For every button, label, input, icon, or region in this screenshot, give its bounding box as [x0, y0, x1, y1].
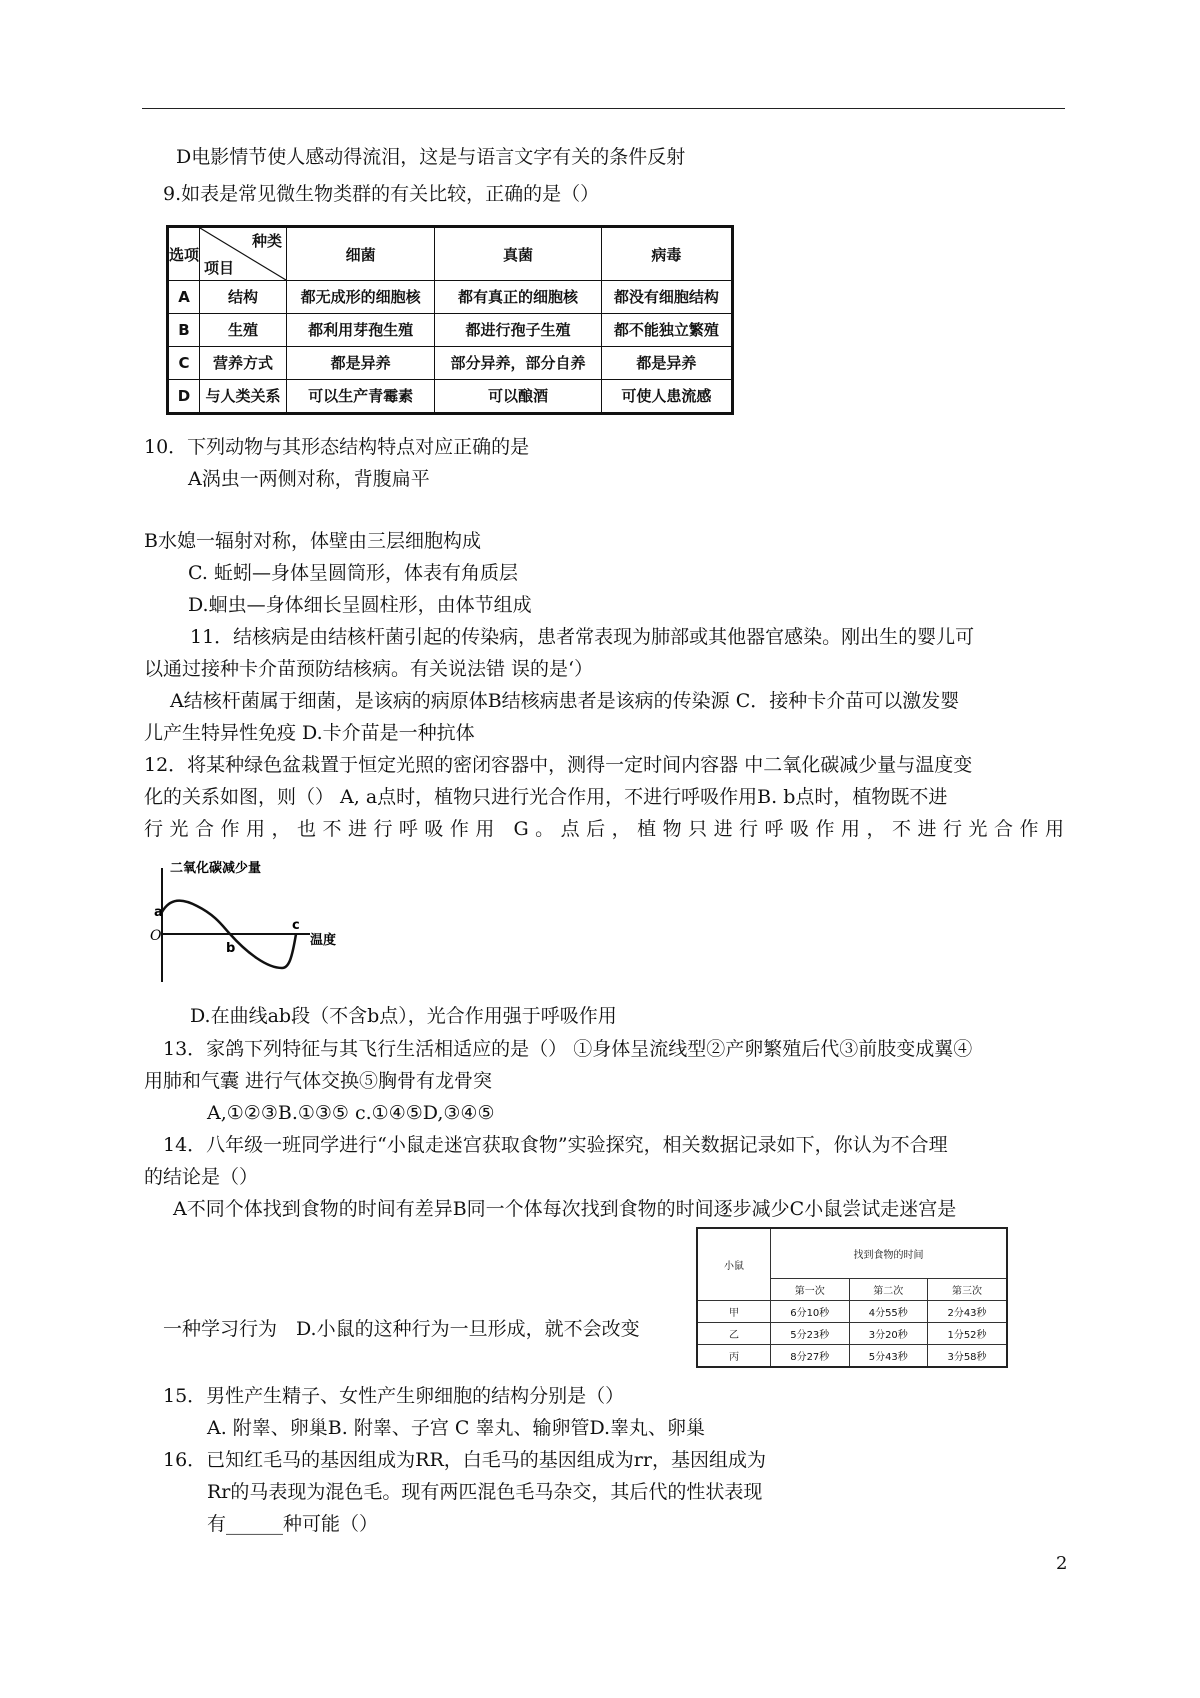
- option-line: D.在曲线ab段（不含b点），光合作用强于呼吸作用: [190, 1005, 617, 1027]
- text-line: 化的关系如图，则（） A, a点时，植物只进行光合作用，不进行呼吸作用B. b点时，植物既不进: [144, 786, 948, 808]
- table-cell: 都利用芽孢生殖: [287, 313, 435, 346]
- question-14: 14．八年级一班同学进行“小鼠走迷宫获取食物”实验探究，相关数据记录如下，你认为不合理: [163, 1134, 948, 1156]
- header-third: 第三次: [928, 1278, 1008, 1300]
- table-cell: 都有真正的细胞核: [435, 281, 602, 314]
- header-mouse: 小鼠: [697, 1228, 771, 1300]
- text-line: 的结论是（）: [144, 1166, 259, 1188]
- text-line: 以通过接种卡介苗预防结核病。有关说法错 误的是‘）: [144, 658, 594, 680]
- table-cell: 3分58秒: [928, 1344, 1008, 1367]
- table-row: [697, 1322, 1007, 1344]
- table-cell: 3分20秒: [849, 1322, 928, 1344]
- table-cell: 都是异养: [601, 346, 732, 379]
- table-cell: 部分异养，部分自养: [435, 346, 602, 379]
- table-cell: 都没有细胞结构: [601, 281, 732, 314]
- option-line: A涡虫一两侧对称，背腹扁平: [188, 468, 430, 490]
- point-b-label: b: [226, 941, 236, 956]
- origin-label: O: [150, 928, 162, 944]
- table-cell: 都不能独立繁殖: [601, 313, 732, 346]
- table-cell: 可以生产青霉素: [287, 379, 435, 413]
- question-16: 16．已知红毛马的基因组成为RR，白毛马的基因组成为rr，基因组成为: [163, 1449, 766, 1471]
- table-row: [697, 1300, 1007, 1322]
- table-corner-options: 选项: [168, 227, 200, 281]
- row-item: 营养方式: [200, 346, 287, 379]
- maze-time-table: [696, 1227, 1008, 1368]
- table-cell: 5分23秒: [771, 1322, 850, 1344]
- table-cell: 可以酿酒: [435, 379, 602, 413]
- table-row: [168, 379, 733, 413]
- text-line: Rr的马表现为混色毛。现有两匹混色毛马杂交，其后代的性状表现: [207, 1481, 763, 1503]
- row-mouse: 丙: [697, 1344, 771, 1367]
- header-group: 找到食物的时间: [771, 1228, 1008, 1278]
- table-cell: 可使人患流感: [601, 379, 732, 413]
- row-item: 结构: [200, 281, 287, 314]
- table-cell: 4分55秒: [849, 1300, 928, 1322]
- table-cell: 8分27秒: [771, 1344, 850, 1367]
- point-c-label: c: [292, 918, 300, 933]
- header-bacteria: 细菌: [287, 227, 435, 281]
- row-option: D: [168, 379, 200, 413]
- table-cell: 都无成形的细胞核: [287, 281, 435, 314]
- table-row: [697, 1344, 1007, 1367]
- corner-bottom-label: 项目: [204, 259, 235, 277]
- table-cell: 2分43秒: [928, 1300, 1008, 1322]
- x-axis-label: 温度: [310, 933, 337, 948]
- page-number: 2: [1056, 1553, 1068, 1574]
- table-cell: 6分10秒: [771, 1300, 850, 1322]
- y-axis-label: 二氧化碳减少量: [170, 861, 262, 876]
- option-line: D电影情节使人感动得流泪，这是与语言文字有关的条件反射: [176, 146, 686, 168]
- table-cell: 都进行孢子生殖: [435, 313, 602, 346]
- table-corner-diagonal: [200, 227, 287, 281]
- question-15: 15．男性产生精子、女性产生卵细胞的结构分别是（）: [163, 1385, 625, 1407]
- text-line: 用肺和气囊 进行气体交换⑤胸骨有龙骨突: [144, 1070, 493, 1092]
- row-option: C: [168, 346, 200, 379]
- row-mouse: 甲: [697, 1300, 771, 1322]
- row-option: B: [168, 313, 200, 346]
- corner-top-label: 种类: [251, 232, 282, 250]
- question-11: 11．结核病是由结核杆菌引起的传染病，患者常表现为肺部或其他器官感染。刚出生的婴儿可: [190, 626, 975, 648]
- row-item: 与人类关系: [200, 379, 287, 413]
- header-virus: 病毒: [601, 227, 732, 281]
- table-row: [168, 313, 733, 346]
- option-line: D.蛔虫—身体细长呈圆柱形，由体节组成: [188, 594, 532, 616]
- question-10: 10．下列动物与其形态结构特点对应正确的是: [144, 436, 530, 458]
- question-9: 9.如表是常见微生物类群的有关比较，正确的是（）: [163, 183, 600, 205]
- option-line: C. 蚯蚓—身体呈圆筒形，体表有角质层: [188, 562, 518, 584]
- table-cell: 5分43秒: [849, 1344, 928, 1367]
- text-line: 行光合作用，也不进行呼吸作用 G。点后，植物只进行呼吸作用，不进行光合作用: [144, 818, 1064, 840]
- header-fungi: 真菌: [435, 227, 602, 281]
- header-first: 第一次: [771, 1278, 850, 1300]
- text-line: 一种学习行为 D.小鼠的这种行为一旦形成，就不会改变: [163, 1318, 640, 1340]
- microbe-comparison-table: [166, 225, 734, 415]
- text-line: 有______种可能（）: [207, 1513, 379, 1535]
- point-a-label: a: [154, 905, 163, 920]
- header-second: 第二次: [849, 1278, 928, 1300]
- co2-temperature-graph: [152, 858, 352, 984]
- option-line: B水媳一辐射对称，体壁由三层细胞构成: [144, 530, 481, 552]
- table-row: [168, 281, 733, 314]
- row-mouse: 乙: [697, 1322, 771, 1344]
- table-cell: 1分52秒: [928, 1322, 1008, 1344]
- header-rule: [142, 108, 1065, 109]
- table-row: [168, 346, 733, 379]
- table-cell: 都是异养: [287, 346, 435, 379]
- row-option: A: [168, 281, 200, 314]
- question-13: 13．家鸽下列特征与其飞行生活相适应的是（） ①身体呈流线型②产卵繁殖后代③前肢变成翼④: [163, 1038, 973, 1060]
- row-item: 生殖: [200, 313, 287, 346]
- text-line: A不同个体找到食物的时间有差异B同一个体每次找到食物的时间逐步减少C小鼠尝试走迷宫是: [173, 1198, 957, 1220]
- text-line: A结核杆菌属于细菌，是该病的病原体B结核病患者是该病的传染源 C．接种卡介苗可以激发婴: [170, 690, 960, 712]
- option-line: A. 附睾、卵巢B. 附睾、子宫 C 睾丸、输卵管D.睾丸、卵巢: [207, 1417, 706, 1439]
- option-line: A,①②③B.①③⑤ c.①④⑤D,③④⑤: [207, 1102, 495, 1124]
- text-line: 儿产生特异性免疫 D.卡介苗是一种抗体: [144, 722, 475, 744]
- question-12: 12．将某种绿色盆栽置于恒定光照的密闭容器中，测得一定时间内容器 中二氧化碳减少量与温度变: [144, 754, 973, 776]
